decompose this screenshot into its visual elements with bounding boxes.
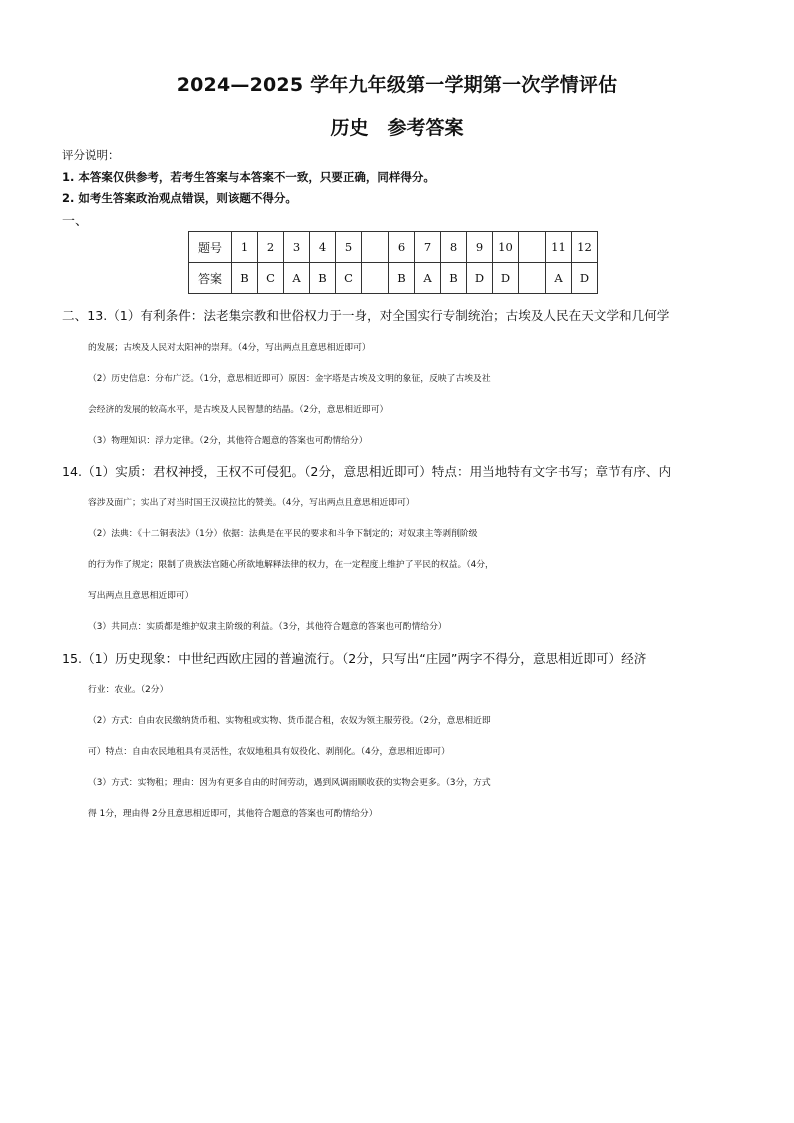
answer-line: 得 1分，理由得 2分且意思相近即可，其他符合题意的答案也可酌情给分） [88, 809, 378, 819]
answer-cell: B [389, 263, 415, 294]
answer-cell: A [284, 263, 310, 294]
question-number: 3 [284, 232, 310, 263]
answer-line: （2）历史信息：分布广泛。（1分，意思相近即可）原因：金字塔是古埃及文明的象征，反映了古埃及社 [88, 374, 491, 384]
question-number: 2 [258, 232, 284, 263]
note-item-2: 2. 如考生答案政治观点错误，则该题不得分。 [62, 191, 297, 205]
answer-line: 容涉及面广；实出了对当时国王汉谟拉比的赞美。（4分，写出两点且意思相近即可） [88, 498, 415, 508]
answer-table [188, 231, 598, 294]
table-row-label: 题号 [189, 232, 232, 263]
table-gap-cell [362, 232, 389, 263]
answer-cell: A [415, 263, 441, 294]
answer-line: 二、13.（1）有利条件：法老集宗教和世俗权力于一身，对全国实行专制统治；古埃及人民在天文学和几何学 [62, 308, 670, 323]
answer-cell: D [467, 263, 493, 294]
answer-line: 行业：农业。（2分） [88, 685, 169, 695]
answer-cell: B [310, 263, 336, 294]
page-title: 2024—2025 学年九年级第一学期第一次学情评估 [176, 74, 618, 96]
table-gap-cell [519, 263, 546, 294]
answer-line: （3）共同点：实质都是维护奴隶主阶级的利益。（3分，其他符合题意的答案也可酌情给分） [88, 622, 447, 632]
note-item-1: 1. 本答案仅供参考，若考生答案与本答案不一致，只要正确，同样得分。 [62, 170, 435, 184]
answer-line: 14.（1）实质：君权神授，王权不可侵犯。（2分，意思相近即可）特点：用当地特有文字书写；章节有序、内 [62, 464, 672, 479]
answer-line: （2）方式：自由农民缴纳货币租、实物租或实物、货币混合租，农奴为领主服劳役。（2分，意思相近即 [88, 716, 491, 726]
answer-line: 15.（1）历史现象：中世纪西欧庄园的普遍流行。（2分，只写出“庄园”两字不得分，意思相近即可）经济 [62, 651, 647, 666]
question-number: 11 [546, 232, 572, 263]
answer-cell: C [336, 263, 362, 294]
answer-cell: D [572, 263, 598, 294]
answer-cell: B [441, 263, 467, 294]
question-number: 1 [232, 232, 258, 263]
table-gap-cell [362, 263, 389, 294]
answer-cell: C [258, 263, 284, 294]
answer-line: （3）方式：实物租；理由：因为有更多自由的时间劳动，遇到风调雨顺收获的实物会更多。（3分，方式 [88, 778, 491, 788]
answer-line: 的行为作了规定；限制了贵族法官随心所欲地解释法律的权力，在一定程度上维护了平民的权益。（4分， [88, 560, 494, 570]
question-number: 5 [336, 232, 362, 263]
table-row-label: 答案 [189, 263, 232, 294]
question-number: 6 [389, 232, 415, 263]
answer-line: 的发展；古埃及人民对太阳神的崇拜。（4分，写出两点且意思相近即可） [88, 343, 371, 353]
question-number: 9 [467, 232, 493, 263]
question-number: 7 [415, 232, 441, 263]
section-one-label: 一、 [62, 214, 89, 229]
answer-line: 可）特点：自由农民地租具有灵活性，农奴地租具有奴役化、剥削化。（4分，意思相近即可） [88, 747, 450, 757]
question-number: 12 [572, 232, 598, 263]
question-number: 4 [310, 232, 336, 263]
answer-line: （3）物理知识：浮力定律。（2分，其他符合题意的答案也可酌情给分） [88, 436, 368, 446]
table-gap-cell [519, 232, 546, 263]
table-row [189, 263, 598, 294]
table-row [189, 232, 598, 263]
answer-line: 会经济的发展的较高水平，是古埃及人民智慧的结晶。（2分，意思相近即可） [88, 405, 389, 415]
page-subtitle: 历史 参考答案 [330, 117, 464, 139]
answer-cell: D [493, 263, 519, 294]
notes-heading: 评分说明： [62, 148, 120, 162]
answer-cell: A [546, 263, 572, 294]
answer-cell: B [232, 263, 258, 294]
question-number: 10 [493, 232, 519, 263]
question-number: 8 [441, 232, 467, 263]
answer-line: 写出两点且意思相近即可） [88, 591, 194, 601]
answer-line: （2）法典：《十二铜表法》（1分）依据：法典是在平民的要求和斗争下制定的；对奴隶主等剥削阶级 [88, 529, 478, 539]
